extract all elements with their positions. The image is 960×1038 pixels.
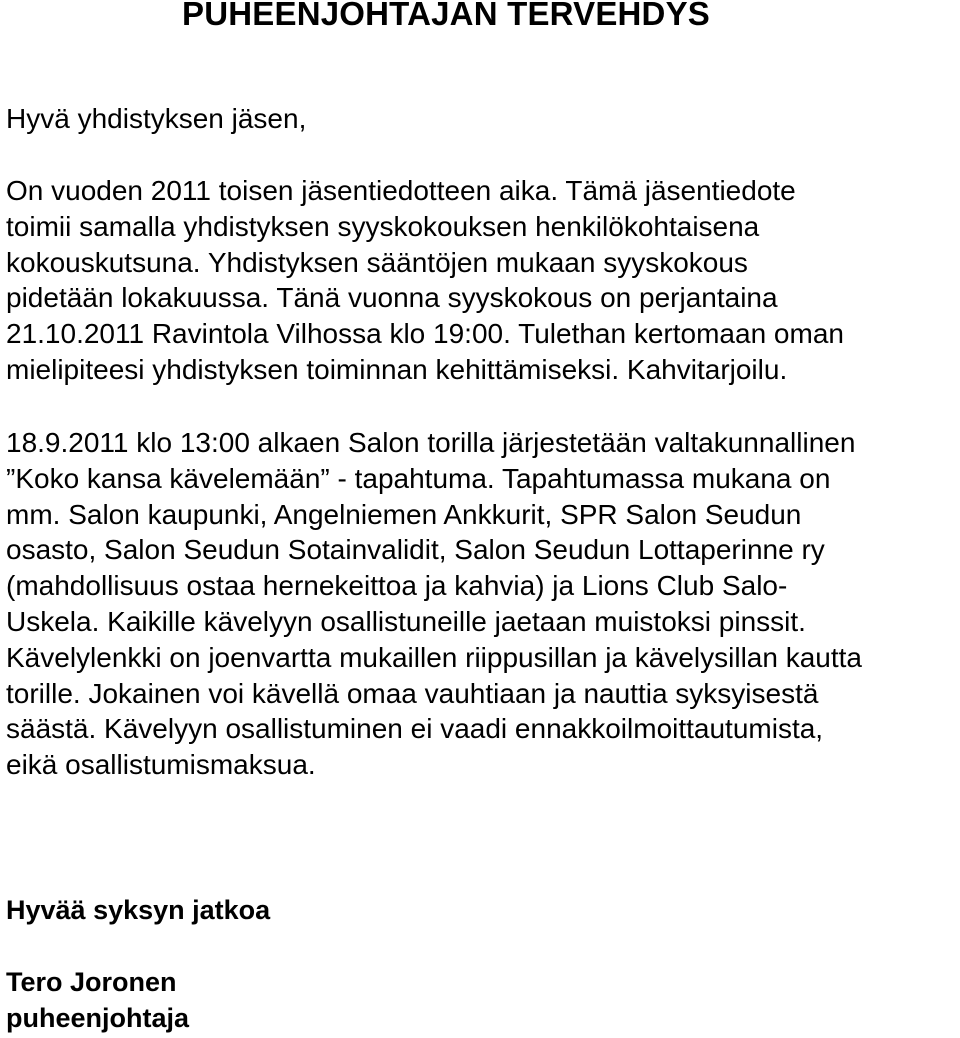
signature-name: Tero Joronen bbox=[6, 967, 177, 997]
paragraph-line: Uskela. Kaikille kävelyyn osallistuneille jaetaan muistoksi pinssit. bbox=[6, 605, 806, 637]
paragraph-line: eikä osallistumismaksua. bbox=[6, 749, 316, 781]
paragraph-line: torille. Jokainen voi kävellä omaa vauhtiaan ja nauttia syksyisestä bbox=[6, 677, 819, 709]
paragraph-line: On vuoden 2011 toisen jäsentiedotteen aika. Tämä jäsentiedote bbox=[6, 175, 796, 206]
signature-role: puheenjohtaja bbox=[6, 1003, 190, 1033]
page-title: PUHEENJOHTAJAN TERVEHDYS bbox=[182, 0, 711, 32]
paragraph-line: osasto, Salon Seudun Sotainvalidit, Salon Seudun Lottaperinne ry bbox=[6, 534, 825, 566]
paragraph-line: (mahdollisuus ostaa hernekeittoa ja kahvia) ja Lions Club Salo- bbox=[6, 570, 788, 602]
paragraph-line: mm. Salon kaupunki, Angelniemen Ankkurit, SPR Salon Seudun bbox=[6, 498, 802, 530]
closing-line: Hyvää syksyn jatkoa bbox=[6, 895, 271, 925]
paragraph-line: toimii samalla yhdistyksen syyskokouksen henkilökohtaisena bbox=[6, 210, 760, 242]
paragraph-line: mielipiteesi yhdistyksen toiminnan kehittämiseksi. Kahvitarjoilu. bbox=[6, 353, 788, 385]
paragraph-line: Kävelylenkki on joenvartta mukaillen riippusillan ja kävelysillan kautta bbox=[6, 641, 862, 673]
paragraph-line: säästä. Kävelyyn osallistuminen ei vaadi ennakkoilmoittautumista, bbox=[6, 713, 824, 745]
signature-block bbox=[6, 964, 189, 1036]
paragraph-line: 21.10.2011 Ravintola Vilhossa klo 19:00. Tulethan kertomaan oman bbox=[6, 318, 844, 350]
paragraph-line: pidetään lokakuussa. Tänä vuonna syyskokous on perjantaina bbox=[6, 282, 778, 314]
paragraph-walk-event bbox=[6, 425, 960, 783]
paragraph-line: ”Koko kansa kävelemään” - tapahtuma. Tapahtumassa mukana on bbox=[6, 462, 831, 494]
greeting: Hyvä yhdistyksen jäsen, bbox=[6, 103, 307, 134]
paragraph-meeting bbox=[6, 173, 960, 388]
paragraph-line: 18.9.2011 klo 13:00 alkaen Salon torilla järjestetään valtakunnallinen bbox=[6, 427, 856, 458]
paragraph-line: kokouskutsuna. Yhdistyksen sääntöjen mukaan syyskokous bbox=[6, 246, 748, 278]
